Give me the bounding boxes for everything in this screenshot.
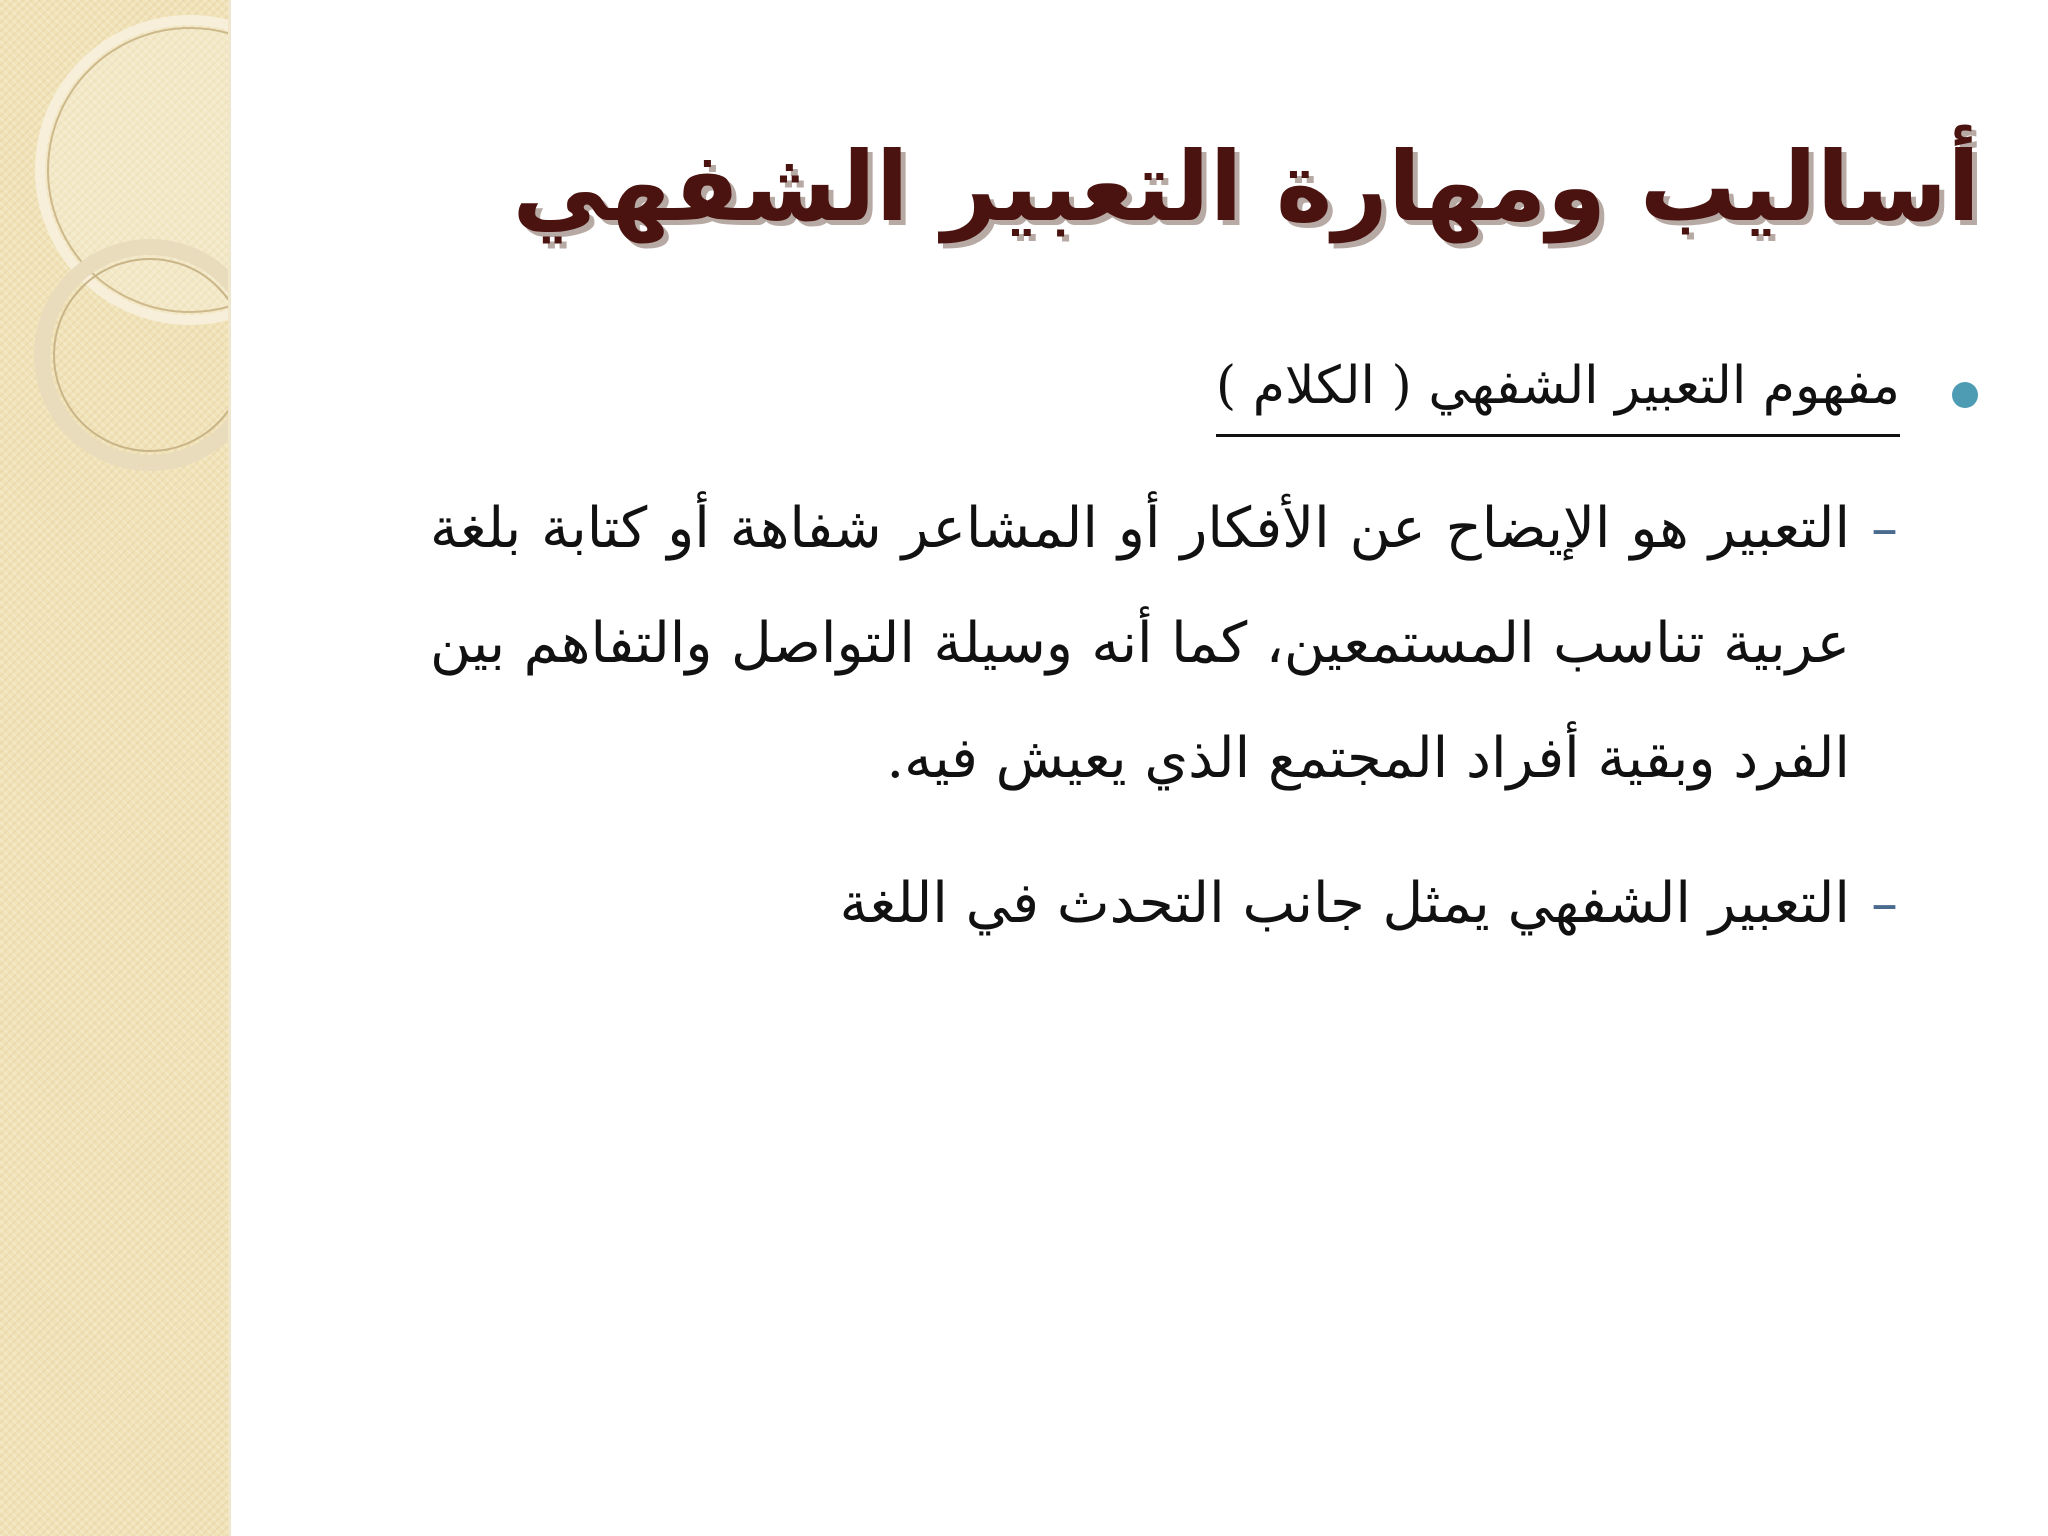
definition-text: التعبير هو الإيضاح عن الأفكار أو المشاعر شفاهة أو كتابة بلغة عربية تناسب المستمعين، كما أنه وسيلة التواصل والتفاهم بين الفرد وبقية أفراد المجتمع الذي يعيش فيه. — [430, 496, 1850, 791]
speaking-aspect-text: التعبير الشفهي يمثل جانب التحدث في اللغة — [839, 871, 1850, 936]
decorative-side-panel — [0, 0, 231, 1536]
slide-title: أساليب ومهارة التعبير الشفهي — [512, 131, 1980, 243]
bullet-item — [278, 345, 1978, 445]
dash-icon: – — [1871, 872, 1898, 935]
slide-content — [278, 345, 1978, 991]
bullet-heading: مفهوم التعبير الشفهي ( الكلام ) — [1216, 353, 1900, 438]
bullet-dot-icon — [1952, 382, 1978, 408]
sub-bullet-item — [278, 846, 1898, 961]
side-panel-edge — [228, 0, 231, 1536]
decorative-rings — [0, 0, 228, 1536]
sub-bullet-list — [278, 471, 1978, 961]
sub-bullet-item — [278, 471, 1898, 816]
dash-icon: – — [1871, 497, 1898, 560]
